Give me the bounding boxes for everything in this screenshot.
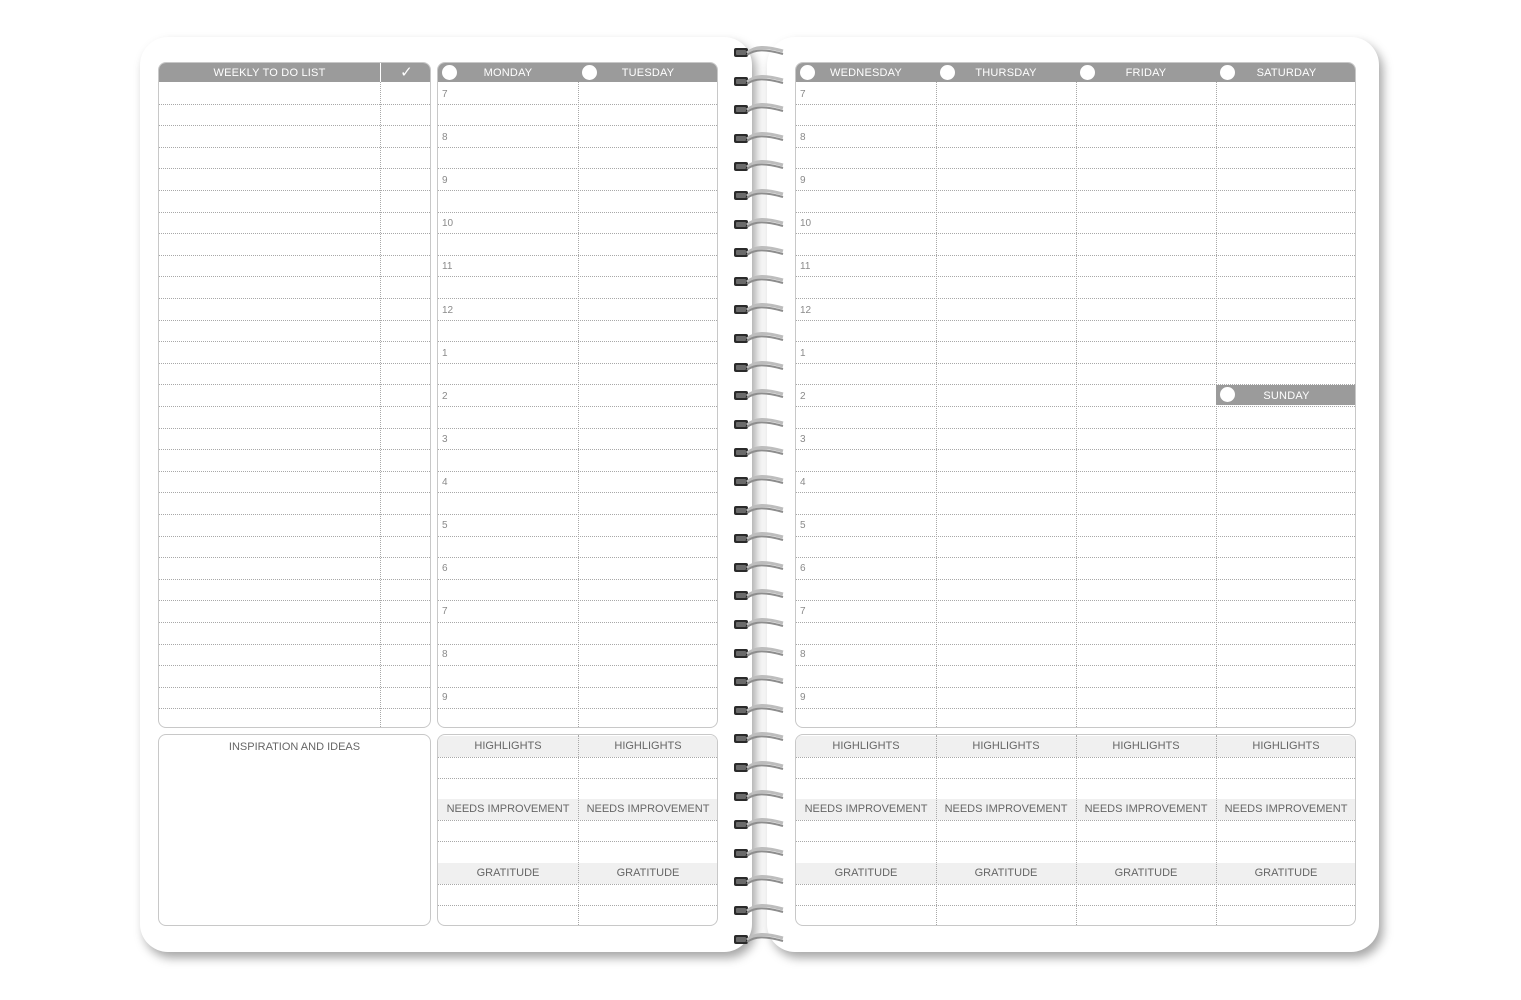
spiral-coil bbox=[733, 331, 785, 343]
ruled-line bbox=[796, 536, 1355, 537]
gratitude-label: GRATITUDE bbox=[834, 867, 898, 879]
ruled-line bbox=[159, 255, 430, 256]
ruled-line bbox=[796, 665, 1355, 666]
hour-label: 8 bbox=[442, 649, 448, 661]
spiral-coil bbox=[733, 74, 785, 86]
needs-improvement-label: NEEDS IMPROVEMENT bbox=[1224, 803, 1348, 815]
ruled-line bbox=[159, 190, 430, 191]
ruled-line bbox=[438, 665, 717, 666]
ruled-line bbox=[796, 168, 1355, 169]
review-mon-tue bbox=[437, 734, 718, 926]
spiral-coil bbox=[733, 560, 785, 572]
ruled-line bbox=[438, 233, 717, 234]
column-divider bbox=[1216, 735, 1217, 925]
ruled-line bbox=[438, 600, 717, 601]
hour-label: 12 bbox=[442, 304, 454, 316]
ruled-line bbox=[438, 622, 717, 623]
highlights-label: HIGHLIGHTS bbox=[614, 740, 682, 752]
day-label-sunday: SUNDAY bbox=[1263, 390, 1310, 402]
ruled-line bbox=[438, 406, 717, 407]
hour-label: 3 bbox=[442, 433, 448, 445]
spiral-coil bbox=[733, 646, 785, 658]
ruled-line bbox=[438, 212, 717, 213]
hour-label: 6 bbox=[800, 563, 806, 575]
hour-label: 4 bbox=[800, 476, 806, 488]
ruled-line bbox=[438, 341, 717, 342]
ruled-line bbox=[438, 428, 717, 429]
ruled-line bbox=[159, 708, 430, 709]
hour-label: 2 bbox=[800, 390, 806, 402]
hour-label: 7 bbox=[442, 89, 448, 100]
column-divider bbox=[936, 735, 937, 925]
gratitude-label: GRATITUDE bbox=[974, 867, 1038, 879]
ruled-line bbox=[796, 255, 1355, 256]
spiral-coil bbox=[733, 45, 785, 57]
hour-label: 9 bbox=[442, 692, 448, 704]
ruled-line bbox=[796, 492, 1355, 493]
ruled-line bbox=[438, 125, 717, 126]
ruled-line bbox=[159, 644, 430, 645]
spiral-coil bbox=[733, 302, 785, 314]
schedule-header-left bbox=[438, 63, 717, 82]
column-divider bbox=[578, 735, 579, 925]
ruled-line bbox=[438, 492, 717, 493]
spiral-coil bbox=[733, 789, 785, 801]
day-label-monday: MONDAY bbox=[483, 67, 533, 79]
needs-improvement-label: NEEDS IMPROVEMENT bbox=[1084, 803, 1208, 815]
spiral-coil bbox=[733, 360, 785, 372]
ruled-line bbox=[159, 212, 430, 213]
ruled-line bbox=[159, 492, 430, 493]
ruled-line bbox=[438, 384, 717, 385]
spiral-coil bbox=[733, 903, 785, 915]
schedule-header-right bbox=[796, 63, 1355, 82]
ruled-line bbox=[438, 557, 717, 558]
schedule-wed-sat bbox=[795, 62, 1356, 728]
spiral-coil bbox=[733, 703, 785, 715]
hour-label: 9 bbox=[800, 175, 806, 187]
ruled-line bbox=[796, 622, 1355, 623]
ruled-line bbox=[796, 600, 1355, 601]
ruled-line bbox=[796, 428, 1355, 429]
ruled-line bbox=[159, 341, 430, 342]
ruled-line bbox=[796, 471, 1355, 472]
ruled-line bbox=[796, 363, 1355, 364]
hour-label: 12 bbox=[800, 304, 812, 316]
ruled-line bbox=[159, 428, 430, 429]
ruled-line bbox=[159, 622, 430, 623]
gratitude-label: GRATITUDE bbox=[1254, 867, 1318, 879]
ruled-line bbox=[438, 255, 717, 256]
ruled-line bbox=[438, 147, 717, 148]
spiral-coil bbox=[733, 188, 785, 200]
hour-label: 7 bbox=[800, 89, 806, 100]
hour-label: 1 bbox=[442, 347, 448, 359]
spiral-coil bbox=[733, 817, 785, 829]
highlights-label: HIGHLIGHTS bbox=[1112, 740, 1180, 752]
ruled-line bbox=[796, 190, 1355, 191]
sunday-header bbox=[1216, 385, 1356, 405]
hour-label: 2 bbox=[442, 390, 448, 402]
spiral-coil bbox=[733, 674, 785, 686]
ruled-line bbox=[159, 320, 430, 321]
spiral-coil bbox=[733, 217, 785, 229]
ruled-line bbox=[796, 579, 1355, 580]
ruled-line bbox=[796, 644, 1355, 645]
ruled-line bbox=[159, 168, 430, 169]
ruled-line bbox=[796, 708, 1355, 709]
ruled-line bbox=[796, 557, 1355, 558]
ruled-line bbox=[159, 557, 430, 558]
hour-label: 10 bbox=[442, 218, 454, 230]
ruled-line bbox=[438, 579, 717, 580]
ruled-line bbox=[159, 104, 430, 105]
hour-label: 7 bbox=[442, 606, 448, 618]
ruled-line bbox=[796, 104, 1355, 105]
gratitude-label: GRATITUDE bbox=[476, 867, 540, 879]
ruled-line bbox=[159, 363, 430, 364]
todo-title: WEEKLY TO DO LIST bbox=[213, 67, 326, 79]
needs-improvement-label: NEEDS IMPROVEMENT bbox=[586, 803, 710, 815]
hour-label: 9 bbox=[800, 692, 806, 704]
column-divider bbox=[1076, 735, 1077, 925]
hour-label: 10 bbox=[800, 218, 812, 230]
day-label-friday: FRIDAY bbox=[1125, 67, 1167, 79]
weekly-todo-panel bbox=[158, 62, 431, 728]
inspiration-title: INSPIRATION AND IDEAS bbox=[228, 741, 361, 753]
todo-header bbox=[159, 63, 430, 82]
spiral-coil bbox=[733, 874, 785, 886]
needs-improvement-label: NEEDS IMPROVEMENT bbox=[446, 803, 570, 815]
ruled-line bbox=[796, 233, 1355, 234]
highlights-label: HIGHLIGHTS bbox=[1252, 740, 1320, 752]
spiral-coil bbox=[733, 531, 785, 543]
spiral-coil bbox=[733, 503, 785, 515]
gratitude-label: GRATITUDE bbox=[1114, 867, 1178, 879]
hour-label: 7 bbox=[800, 606, 806, 618]
ruled-line bbox=[159, 233, 430, 234]
ruled-line bbox=[159, 600, 430, 601]
check-icon: ✓ bbox=[400, 64, 413, 81]
ruled-line bbox=[438, 536, 717, 537]
hour-label: 11 bbox=[800, 261, 811, 273]
day-label-thursday: THURSDAY bbox=[975, 67, 1037, 79]
ruled-line bbox=[438, 514, 717, 515]
ruled-line bbox=[159, 665, 430, 666]
day-label-wednesday: WEDNESDAY bbox=[830, 67, 902, 79]
spiral-coil bbox=[733, 131, 785, 143]
ruled-line bbox=[438, 190, 717, 191]
ruled-line bbox=[796, 147, 1355, 148]
ruled-line bbox=[438, 104, 717, 105]
hour-label: 5 bbox=[800, 520, 806, 531]
ruled-line bbox=[438, 168, 717, 169]
ruled-line bbox=[796, 514, 1355, 515]
ruled-line bbox=[159, 125, 430, 126]
spiral-coil bbox=[733, 760, 785, 772]
ruled-line bbox=[159, 147, 430, 148]
ruled-line bbox=[796, 687, 1355, 688]
needs-improvement-label: NEEDS IMPROVEMENT bbox=[804, 803, 928, 815]
ruled-line bbox=[796, 298, 1355, 299]
spiral-coil bbox=[733, 417, 785, 429]
gratitude-label: GRATITUDE bbox=[616, 867, 680, 879]
ruled-line bbox=[159, 471, 430, 472]
ruled-line bbox=[159, 687, 430, 688]
spiral-coil bbox=[733, 159, 785, 171]
hour-label: 8 bbox=[442, 132, 448, 144]
inspiration-panel bbox=[158, 734, 431, 926]
highlights-label: HIGHLIGHTS bbox=[474, 740, 542, 752]
spiral-coil bbox=[733, 731, 785, 743]
ruled-line bbox=[159, 406, 430, 407]
ruled-line bbox=[796, 212, 1355, 213]
ruled-line bbox=[438, 276, 717, 277]
ruled-line bbox=[438, 320, 717, 321]
hour-label: 6 bbox=[442, 563, 448, 575]
ruled-line bbox=[438, 687, 717, 688]
schedule-mon-tue bbox=[437, 62, 718, 728]
ruled-line bbox=[438, 449, 717, 450]
ruled-line bbox=[438, 644, 717, 645]
hour-label: 8 bbox=[800, 132, 806, 144]
hour-label: 11 bbox=[442, 261, 453, 273]
ruled-line bbox=[796, 125, 1355, 126]
ruled-line bbox=[796, 276, 1355, 277]
ruled-line bbox=[438, 298, 717, 299]
ruled-line bbox=[159, 579, 430, 580]
ruled-line bbox=[159, 298, 430, 299]
day-label-tuesday: TUESDAY bbox=[621, 67, 675, 79]
spiral-coil bbox=[733, 588, 785, 600]
ruled-line bbox=[796, 406, 1355, 407]
ruled-line bbox=[796, 449, 1355, 450]
ruled-line bbox=[438, 708, 717, 709]
highlights-label: HIGHLIGHTS bbox=[832, 740, 900, 752]
spiral-coil bbox=[733, 388, 785, 400]
spiral-coil bbox=[733, 846, 785, 858]
review-wed-sat bbox=[795, 734, 1356, 926]
spiral-coil bbox=[733, 445, 785, 457]
spiral-coil bbox=[733, 102, 785, 114]
ruled-line bbox=[159, 514, 430, 515]
spiral-coil bbox=[733, 617, 785, 629]
hour-label: 4 bbox=[442, 476, 448, 488]
hour-label: 1 bbox=[800, 347, 806, 359]
spiral-coil bbox=[733, 474, 785, 486]
ruled-line bbox=[796, 320, 1355, 321]
ruled-line bbox=[438, 363, 717, 364]
ruled-line bbox=[438, 471, 717, 472]
ruled-line bbox=[159, 536, 430, 537]
hour-label: 5 bbox=[442, 520, 448, 531]
spiral-coil bbox=[733, 245, 785, 257]
hour-label: 9 bbox=[442, 175, 448, 187]
ruled-line bbox=[159, 276, 430, 277]
spiral-coil bbox=[733, 932, 785, 944]
hour-label: 8 bbox=[800, 649, 806, 661]
ruled-line bbox=[159, 449, 430, 450]
todo-check-column bbox=[380, 82, 381, 727]
ruled-line bbox=[159, 384, 430, 385]
ruled-line bbox=[796, 341, 1355, 342]
needs-improvement-label: NEEDS IMPROVEMENT bbox=[944, 803, 1068, 815]
highlights-label: HIGHLIGHTS bbox=[972, 740, 1040, 752]
spiral-coil bbox=[733, 274, 785, 286]
day-label-saturday: SATURDAY bbox=[1256, 67, 1317, 79]
ruled-line bbox=[796, 384, 1355, 385]
hour-label: 3 bbox=[800, 433, 806, 445]
